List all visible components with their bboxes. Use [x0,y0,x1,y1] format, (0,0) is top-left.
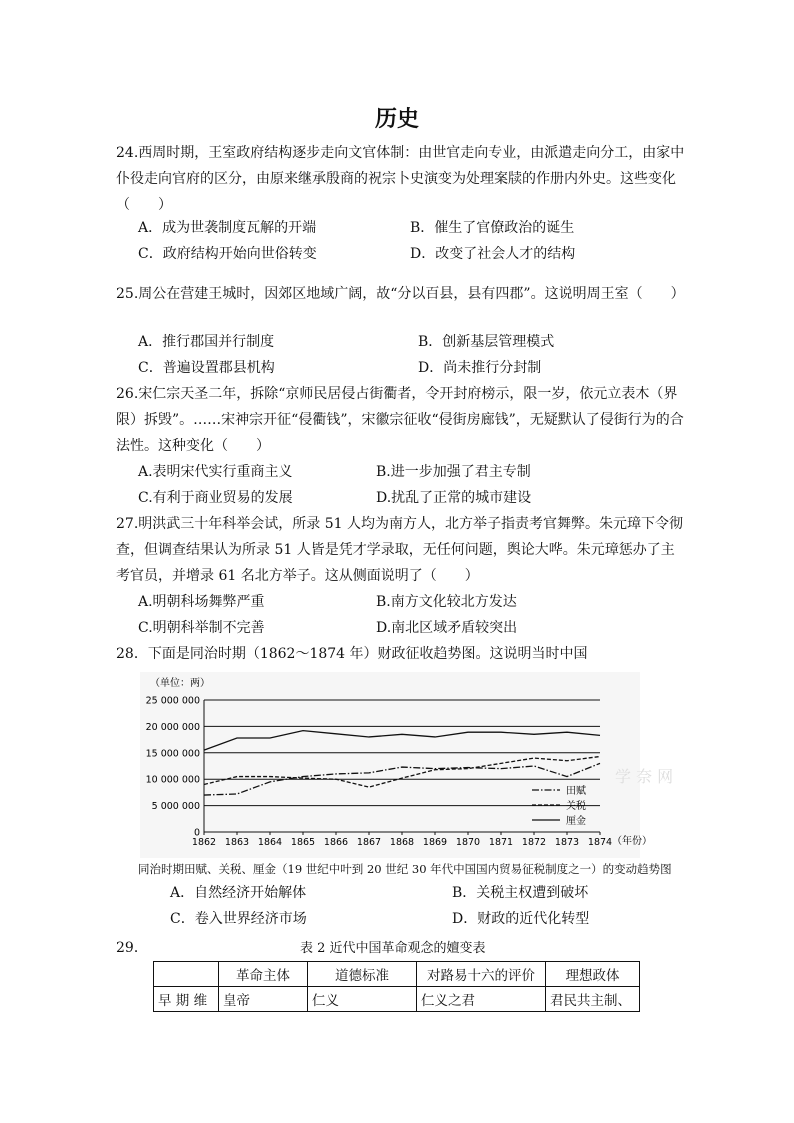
table-row [154,987,640,1012]
question-25-option-d[interactable]: D．尚未推行分封制 [418,360,542,376]
table-cell: 君民共主制、 [546,987,640,1012]
watermark: 学 奈 网 [615,767,674,786]
question-27-option-a[interactable]: A.明朝科场舞弊严重 [138,594,265,610]
x-tick-label: 1870 [455,837,481,848]
x-tick-label: 1865 [290,837,316,848]
table-cell: 仁义之君 [417,987,546,1012]
legend-label: 关税 [566,801,586,812]
x-tick-label: 1863 [224,837,250,848]
table-caption: 表 2 近代中国革命观念的嬗变表 [300,941,486,956]
table-header-cell [154,962,219,987]
trend-chart [140,672,674,858]
chart-unit-label: （单位：两） [150,678,210,689]
x-tick-label: 1864 [257,837,283,848]
y-tick-label: 25 000 000 [145,695,200,707]
question-24-stem: 24.西周时期，王室政府结构逐步走向文官体制：由世官走向专业，由派遣走向分工，由家中仆役走向官府的区分，由原来继承殷商的祝宗卜史演变为处理案牍的作册内外史。这些变化（ ） [116,145,685,213]
table-header-cell: 道德标准 [308,962,417,987]
y-tick-label: 5 000 000 [151,801,200,813]
question-24-option-a[interactable]: A．成为世袭制度瓦解的开端 [138,220,317,236]
y-tick-label: 15 000 000 [145,748,200,760]
question-27-option-d[interactable]: D.南北区域矛盾较突出 [376,620,518,636]
question-26-option-a[interactable]: A.表明宋代实行重商主义 [138,464,293,480]
question-28-option-d[interactable]: D．财政的近代化转型 [452,911,590,927]
x-tick-label: 1874 [587,837,613,848]
legend-label: 厘金 [566,816,586,827]
x-tick-label: 1871 [488,837,514,848]
question-27-option-c[interactable]: C.明朝科举制不完善 [138,620,265,636]
legend-label: 田赋 [566,786,586,797]
x-tick-label: 1869 [422,837,448,848]
table-cell: 皇帝 [219,987,308,1012]
table-header-cell: 理想政体 [546,962,640,987]
x-tick-label: 1862 [191,837,217,848]
question-25-stem: 25.周公在营建王城时，因郊区地域广阔，故“分以百县，县有四郡”。这说明周王室（ ） [116,286,685,302]
y-tick-label: 10 000 000 [145,774,200,786]
table-header-cell: 革命主体 [219,962,308,987]
question-25-option-a[interactable]: A．推行郡国并行制度 [138,334,275,350]
table-header-row [154,962,640,987]
x-tick-label: 1867 [356,837,382,848]
x-tick-label: 1872 [521,837,547,848]
question-26-option-c[interactable]: C.有利于商业贸易的发展 [138,490,293,506]
y-tick-label: 0 [193,827,200,839]
chart-x-axis-label: （年份） [612,836,652,847]
y-tick-label: 20 000 000 [145,721,200,733]
question-25-option-c[interactable]: C．普遍设置郡县机构 [138,360,275,376]
table-cell: 早 期 维 [154,987,219,1012]
question-28-stem: 28．下面是同治时期（1862～1874 年）财政征收趋势图。这说明当时中国 [116,646,588,662]
question-25-option-b[interactable]: B．创新基层管理模式 [418,334,555,350]
x-tick-label: 1868 [389,837,415,848]
table-cell: 仁义 [308,987,417,1012]
question-27-option-b[interactable]: B.南方文化较北方发达 [376,594,517,610]
question-26-stem: 26.宋仁宗天圣二年，拆除“京师民居侵占街衢者，令开封府榜示，限一岁，依元立表木（界限）拆毁”。……宋神宗开征“侵衢钱”，宋徽宗征收“侵街房廊钱”，无疑默认了侵街行为的合法性。这种变化（ ） [116,386,684,454]
table-header-cell: 对路易十六的评价 [417,962,546,987]
question-29-number: 29． [116,940,148,956]
x-tick-label: 1866 [323,837,349,848]
question-24-option-b[interactable]: B．催生了官僚政治的诞生 [410,220,575,236]
question-26-option-d[interactable]: D.扰乱了正常的城市建设 [376,490,532,506]
question-28-option-b[interactable]: B．关税主权遭到破坏 [452,885,589,901]
revolution-concept-table [153,961,640,1012]
question-28-option-a[interactable]: A．自然经济开始解体 [170,885,307,901]
x-tick-label: 1873 [554,837,580,848]
question-28-option-c[interactable]: C．卷入世界经济市场 [170,911,307,927]
chart-caption: 同治时期田赋、关税、厘金（19 世纪中叶到 20 世纪 30 年代中国国内贸易征税制度之一）的变动趋势图 [138,862,672,876]
question-26-option-b[interactable]: B.进一步加强了君主专制 [376,464,531,480]
question-24-option-c[interactable]: C．政府结构开始向世俗转变 [138,246,317,262]
page-title: 历史 [374,107,419,132]
question-24-option-d[interactable]: D．改变了社会人才的结构 [410,246,576,262]
question-27-stem: 27.明洪武三十年科举会试，所录 51 人均为南方人，北方举子指责考官舞弊。朱元璋下令彻查，但调查结果认为所录 51 人皆是凭才学录取，无任何问题，舆论大哗。朱元璋惩办了主考官员，并增录 61 名北方举子。这从侧面说明了（ ） [116,516,683,584]
